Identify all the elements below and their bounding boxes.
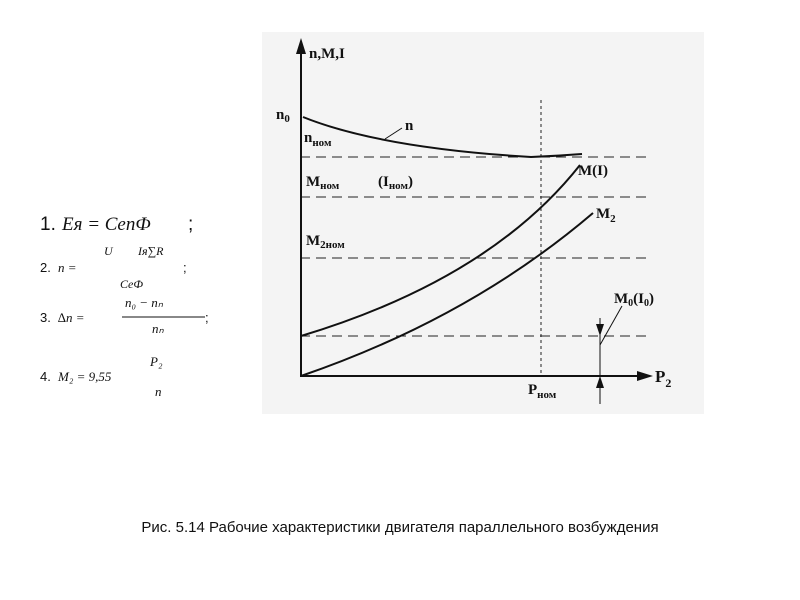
m2-label: $M_2$ <box>596 206 616 225</box>
formula-2-end: ; <box>183 260 187 275</box>
m0-arrow-down-icon <box>596 324 604 336</box>
formula-2 <box>40 244 187 291</box>
formula-4-denominator: n <box>155 384 162 399</box>
p-nom-label: $P_{ном}$ <box>528 382 557 401</box>
y-axis <box>296 38 306 377</box>
formula-4-lhs: M₂ = 9,55 <box>58 369 112 384</box>
m0-arrow-up-icon <box>596 376 604 388</box>
curve-n <box>303 117 582 157</box>
formula-1 <box>40 214 193 235</box>
n-curve-label: n <box>405 118 414 134</box>
formula-2-number: 2. <box>40 260 51 275</box>
formula-2-numerator-u: U <box>104 244 113 258</box>
curve-m2 <box>301 213 593 376</box>
n0-label: $n_0$ <box>276 107 290 125</box>
formula-2-lhs: n = <box>58 260 77 275</box>
formula-3-denominator: nₙ <box>152 321 164 336</box>
formula-4-number: 4. <box>40 369 51 384</box>
n-curve-leader <box>385 128 402 139</box>
y-axis-label: n,M,I <box>309 46 345 62</box>
m0-dimension-marker <box>596 306 622 404</box>
formula-1-number: 1. <box>40 214 56 235</box>
m-nom-label: $M_{ном}$ <box>306 174 340 192</box>
formula-3 <box>40 295 209 336</box>
x-axis-label: $P_2$ <box>655 367 672 390</box>
n-nom-label: $n_{ном}$ <box>304 130 332 149</box>
formula-4-numerator: P₂ <box>150 354 163 369</box>
formula-3-numerator: n₀ − nₙ <box>125 295 163 310</box>
formula-3-number: 3. <box>40 310 51 325</box>
formula-1-expression: Eя = CenФ <box>62 214 151 235</box>
y-axis-arrow-icon <box>296 38 306 54</box>
m2-nom-label: $M_2ном$ <box>306 233 345 251</box>
formula-3-lhs: ∆n = <box>58 310 85 325</box>
i-nom-label: $(I_{ном})$ <box>378 174 413 192</box>
formula-4 <box>40 354 163 399</box>
formula-1-end: ; <box>188 214 194 235</box>
figure-caption: Рис. 5.14 Рабочие характеристики двигателя параллельного возбуждения <box>141 519 659 536</box>
formula-2-denominator: CeФ <box>120 277 143 291</box>
formula-2-numerator-rest: Iя∑R <box>138 244 164 258</box>
x-axis-arrow-icon <box>637 371 653 381</box>
formula-list <box>40 214 209 399</box>
formula-3-end: ; <box>205 310 209 325</box>
m0-label: $M_0(I_0)$ <box>614 291 655 309</box>
m-i-label: M(I) <box>578 163 608 179</box>
